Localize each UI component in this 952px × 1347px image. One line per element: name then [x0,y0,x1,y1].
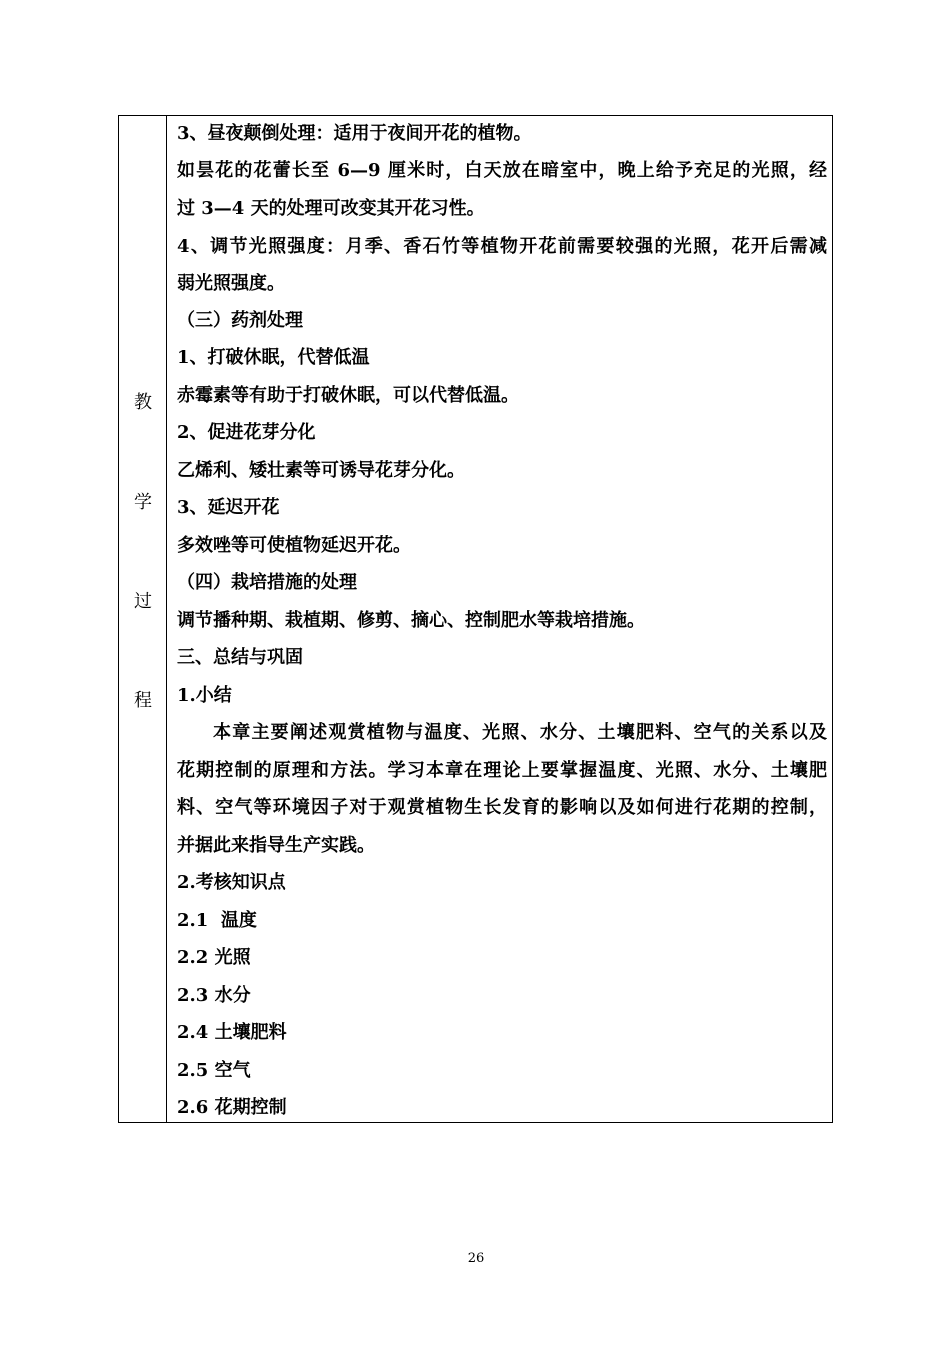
text-line: 1、打破休眠，代替低温 [177,347,370,368]
text-line: 如昙花的花蕾长至 6—9 厘米时，白天放在暗室中，晚上给予充足的光照，经 [177,160,827,181]
text-line: 过 3—4 天的处理可改变其开花习性。 [177,198,485,219]
section-label-column [119,116,167,1122]
lesson-table [118,115,833,1123]
text-line: 多效唑等可使植物延迟开花。 [177,535,411,556]
list-item: 2.2 光照 [177,947,251,968]
section-label-char: 学 [134,492,152,513]
text-line: 并据此来指导生产实践。 [177,835,375,856]
text-line: 花期控制的原理和方法。学习本章在理论上要掌握温度、光照、水分、土壤肥 [177,760,827,781]
list-item: 2.4 土壤肥料 [177,1022,287,1043]
section-label-char: 程 [134,690,152,711]
subheading: （四）栽培措施的处理 [177,572,357,593]
subheading: （三）药剂处理 [177,310,303,331]
text-line: 乙烯利、矮壮素等可诱导花芽分化。 [177,460,465,481]
list-item: 2.1 温度 [177,910,257,931]
text-line: 料、空气等环境因子对于观赏植物生长发育的影响以及如何进行花期的控制， [177,797,827,818]
subheading: 2.考核知识点 [177,872,286,893]
text-line: 4、调节光照强度：月季、香石竹等植物开花前需要较强的光照，花开后需减 [177,236,827,257]
subheading: 1.小结 [177,685,232,706]
section-label-char: 过 [134,591,152,612]
text-line: 3、延迟开花 [177,497,280,518]
heading: 三、总结与巩固 [177,647,303,668]
list-item: 2.5 空气 [177,1060,251,1081]
text-line: 弱光照强度。 [177,273,285,294]
list-item: 2.6 花期控制 [177,1097,287,1118]
page-number: 26 [467,1251,485,1266]
list-item: 2.3 水分 [177,985,251,1006]
text-line: 赤霉素等有助于打破休眠，可以代替低温。 [177,385,519,406]
section-label-char: 教 [134,392,152,413]
text-line: 2、促进花芽分化 [177,422,316,443]
text-line: 3、昼夜颠倒处理：适用于夜间开花的植物。 [177,123,532,144]
text-line: 调节播种期、栽植期、修剪、摘心、控制肥水等栽培措施。 [177,610,645,631]
text-line: 本章主要阐述观赏植物与温度、光照、水分、土壤肥料、空气的关系以及 [213,722,827,743]
